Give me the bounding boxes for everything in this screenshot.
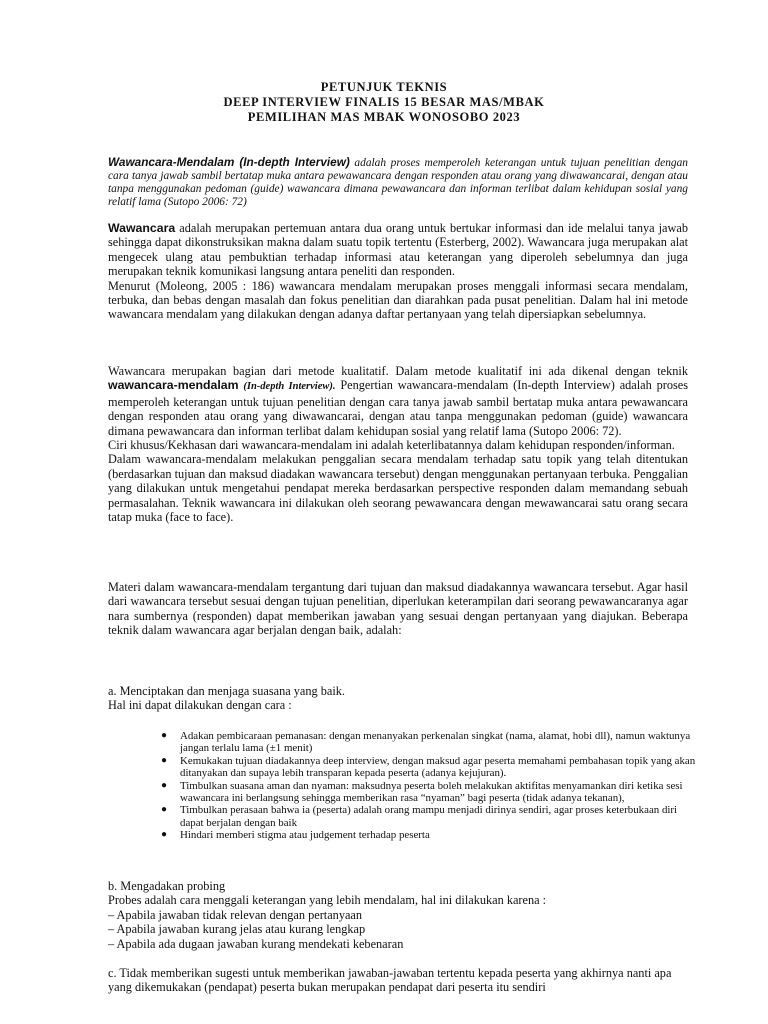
section-a-bullets: [108, 730, 698, 842]
bullet-item: [108, 829, 698, 841]
section-b-line-1: Probes adalah cara menggali keterangan yang lebih mendalam, hal ini dilakukan karena :: [108, 893, 547, 908]
section-b: [108, 879, 688, 951]
section-a: [108, 684, 688, 713]
paragraph-1: [108, 221, 688, 322]
bullet-text: Kemukakan tujuan diadakannya deep interview, dengan maksud agar peserta memahami pembahasan topik yang akan ditanyakan dan supaya lebih transparan kepada peserta (adanya kejujuran).: [180, 754, 696, 780]
section-c-text: c. Tidak memberikan sugesti untuk memberikan jawaban-jawaban tertentu kepada peserta yang akhirnya nanti apa yang dikemukakan (pendapat) peserta bukan merupakan pendapat dari peserta itu sendiri: [108, 966, 672, 995]
bullet-icon: ●: [161, 779, 168, 791]
bullet-text: Hindari memberi stigma atau judgement terhadap peserta: [180, 829, 430, 842]
intro-paragraph: [108, 156, 688, 209]
section-b-line-2: – Apabila jawaban tidak relevan dengan pertanyaan: [108, 907, 363, 922]
bullet-item: [108, 730, 698, 755]
bullet-list: [108, 730, 698, 842]
intro-term: Wawancara-Mendalam (In-depth Interview): [108, 155, 350, 169]
paragraph-2-pre: Wawancara merupakan bagian dari metode kualitatif. Dalam metode kualitatif ini ada dikenal dengan teknik: [108, 364, 688, 378]
paragraph-2-ciri: Ciri khusus/Kekhasan dari wawancara-mendalam ini adalah keterlibatannya dalam kehidupan responden/informan.: [108, 438, 675, 453]
bullet-item: [108, 804, 698, 829]
document-header: [0, 80, 768, 125]
section-a-sub: Hal ini dapat dilakukan dengan cara :: [108, 698, 292, 713]
paragraph-2-term-2: (In-depth Interview).: [243, 381, 336, 393]
paragraph-3: [108, 580, 688, 638]
bullet-item: [108, 755, 698, 780]
header-line-3: PEMILIHAN MAS MBAK WONOSOBO 2023: [247, 110, 521, 124]
bullet-icon: ●: [161, 754, 168, 766]
paragraph-1-text: adalah merupakan pertemuan antara dua orang untuk bertukar informasi dan ide melalui tanya jawab sehingga dapat dikonstruksikan makna dalam suatu topik tertentu (Esterberg, 2002). Wawancara juga merupakan alat mengecek ulang atau pembuktian terhadap informasi atau keterangan yang diperoleh sebelumnya dan juga merupakan teknik komunikasi langsung antara peneliti dan responden.: [108, 221, 688, 279]
header-line-2: DEEP INTERVIEW FINALIS 15 BESAR MAS/MBAK: [223, 95, 545, 109]
section-c: [108, 966, 688, 995]
bullet-icon: ●: [161, 804, 168, 816]
paragraph-2-main: [108, 364, 688, 438]
section-a-heading: a. Menciptakan dan menjaga suasana yang baik.: [108, 684, 345, 698]
intro-text: adalah proses memperoleh keterangan untuk tujuan penelitian dengan cara tanya jawab sambil bertatap muka antara pewawancara dengan responden atau orang yang diwawancarai, dengan atau tanpa menggunakan pedoman (guide) wawancara dimana pewawancara dan informan terlibat dalam kehidupan sosial yang relatif lama (Sutopo 2006: 72): [108, 157, 688, 208]
section-b-heading: b. Mengadakan probing: [108, 879, 226, 893]
paragraph-1-main: [108, 221, 688, 279]
paragraph-1-term: Wawancara: [108, 221, 176, 235]
paragraph-2-text: Pengertian wawancara-mendalam (In-depth Interview) adalah proses memperoleh keterangan untuk tujuan penelitian dengan cara tanya jawab sambil bertatap muka antara pewawancara dengan responden atau orang yang diwawancarai, dengan atau tanpa menggunakan pedoman (guide) wawancara dimana pewawancara dan informan terlibat dalam kehidupan sosial yang relatif lama (Sutopo 2006: 72).: [108, 378, 689, 438]
bullet-text: Timbulkan suasana aman dan nyaman: maksudnya peserta boleh melakukan aktifitas menyamankan diri ketika sesi wawancara ini berlangsung sehingga memberikan rasa “nyaman” bagi peserta (tidak adanya tekanan),: [180, 779, 683, 805]
section-b-line-4: – Apabila ada dugaan jawaban kurang mendekati kebenaran: [108, 936, 404, 951]
header-line-1: PETUNJUK TEKNIS: [320, 80, 448, 94]
bullet-icon: ●: [161, 829, 168, 841]
paragraph-1-moleong: Menurut (Moleong, 2005 : 186) wawancara mendalam merupakan proses menggali informasi secara mendalam, terbuka, dan bebas dengan masalah dan fokus penelitian dan diarahkan pada pusat penelitian. Dalam hal ini metode wawancara mendalam yang dilakukan dengan adanya daftar pertanyaan yang telah dipersiapkan sebelumnya.: [108, 278, 688, 322]
section-b-line-3: – Apabila jawaban kurang jelas atau kurang lengkap: [108, 922, 366, 937]
paragraph-2: [108, 364, 688, 524]
bullet-text: Timbulkan perasaan bahwa ia (peserta) adalah orang mampu menjadi dirinya sendiri, agar proses keterbukaan diri dapat berjalan dengan baik: [180, 804, 678, 829]
paragraph-2-penggalian: Dalam wawancara-mendalam melakukan penggalian secara mendalam terhadap satu topik yang telah ditentukan (berdasarkan tujuan dan maksud diadakan wawancara tersebut) dengan menggunakan pertanyaan terbuka. Penggalian yang dilakukan untuk mengetahui pendapat mereka berdasarkan perspective responden dalam memandang sebuah permasalahan. Teknik wawancara ini dilakukan oleh seorang pewawancara dengan mewawancarai satu orang secara tatap muka (face to face).: [108, 452, 688, 525]
paragraph-2-term: wawancara-mendalam: [108, 378, 239, 393]
bullet-item: [108, 780, 698, 805]
paragraph-3-text: Materi dalam wawancara-mendalam tergantung dari tujuan dan maksud diadakannya wawancara tersebut. Agar hasil dari wawancara tersebut sesuai dengan tujuan penelitian, diperlukan keterampilan dari seorang pewawancaranya agar nara sumbernya (responden) dapat memberikan jawaban yang sesuai dengan pertanyaan yang diajukan. Beberapa teknik dalam wawancara agar berjalan dengan baik, adalah:: [108, 580, 688, 638]
bullet-icon: ●: [161, 730, 168, 741]
bullet-text: Adakan pembicaraan pemanasan: dengan menanyakan perkenalan singkat (nama, alamat, hobi dll), namun waktunya jangan terlalu lama (±1 menit): [180, 730, 691, 755]
